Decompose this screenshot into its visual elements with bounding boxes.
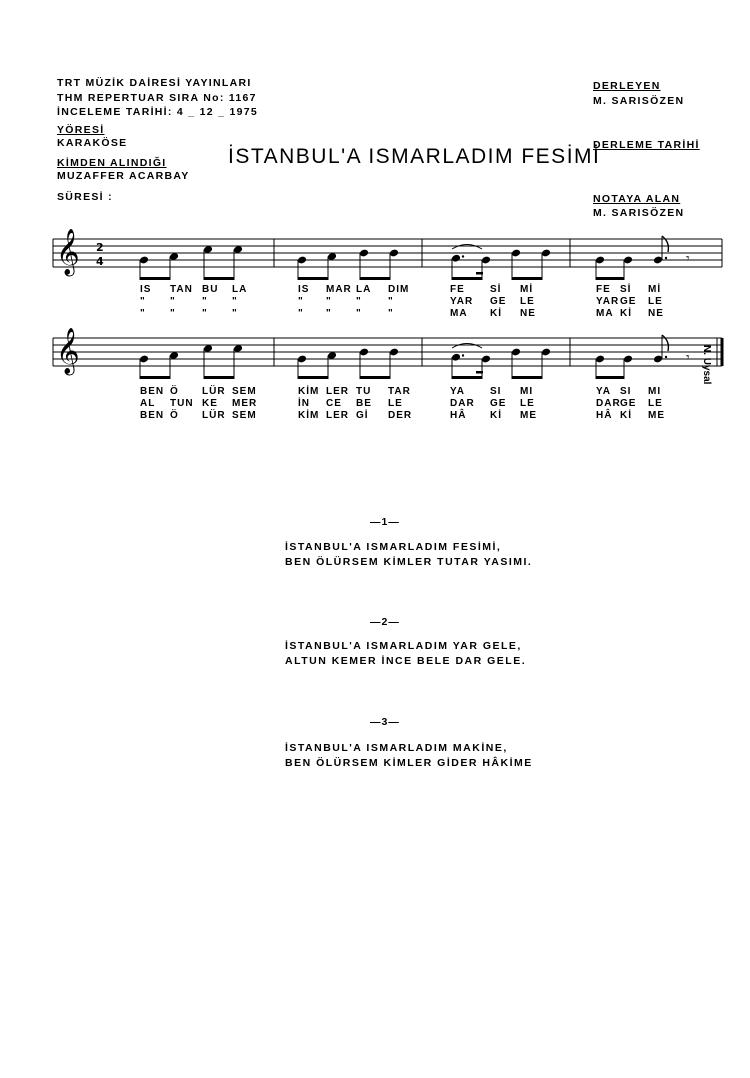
time-signature-top: 2 xyxy=(96,241,104,254)
lyric-syllable: LÜR xyxy=(202,410,226,421)
beam xyxy=(140,376,171,379)
lyric-syllable: MI xyxy=(520,386,534,397)
note-flag xyxy=(662,335,668,351)
notation-value: M. SARISÖZEN xyxy=(593,207,685,219)
beam xyxy=(476,371,483,374)
lyric-syllable: " xyxy=(388,296,394,307)
lyric-syllable: MA xyxy=(450,308,468,319)
signature: N. Uysal xyxy=(701,345,712,385)
lyric-syllable: Ö xyxy=(170,386,179,397)
source-value: MUZAFFER ACARBAY xyxy=(57,170,190,182)
lyric-syllable: GE xyxy=(490,398,507,409)
lyric-syllable: GE xyxy=(620,398,637,409)
lyric-syllable: LE xyxy=(520,296,535,307)
eighth-rest-icon: 𝄾 xyxy=(686,350,690,366)
compiler-label: DERLEYEN xyxy=(593,80,661,92)
dot xyxy=(665,257,667,259)
lyric-syllable: MAR xyxy=(326,284,352,295)
song-title: İSTANBUL'A ISMARLADIM FESİMİ xyxy=(228,145,601,168)
lyric-syllable: Kİ xyxy=(490,410,502,421)
lyric-syllable: BEN xyxy=(140,386,165,397)
lyric-syllable: " xyxy=(298,308,304,319)
treble-clef-icon: 𝄞 xyxy=(56,328,80,374)
publisher-line: TRT MÜZİK DAİRESİ YAYINLARI xyxy=(57,77,252,89)
lyric-syllable: YAR xyxy=(450,296,474,307)
verse-3-line-1: İSTANBUL'A ISMARLADIM MAKİNE, xyxy=(285,742,508,754)
lyric-syllable: " xyxy=(356,296,362,307)
lyric-syllable: Gİ xyxy=(356,410,369,421)
duration-label: SÜRESİ : xyxy=(57,191,113,203)
lyric-syllable: " xyxy=(202,308,208,319)
lyric-syllable: MER xyxy=(232,398,258,409)
beam xyxy=(596,277,625,280)
beam xyxy=(452,376,483,379)
lyric-syllable: " xyxy=(232,308,238,319)
lyric-syllable: NE xyxy=(520,308,536,319)
lyric-syllable: Sİ xyxy=(620,284,632,295)
lyric-syllable: SI xyxy=(620,386,632,397)
beam xyxy=(512,277,543,280)
lyric-syllable: LA xyxy=(356,284,372,295)
beam xyxy=(452,277,483,280)
lyric-syllable: HÂ xyxy=(596,410,613,421)
beam xyxy=(204,277,235,280)
lyric-syllable: " xyxy=(140,296,146,307)
slur xyxy=(452,245,482,250)
notation-label: NOTAYA ALAN xyxy=(593,193,681,205)
beam xyxy=(298,277,329,280)
lyric-syllable: HÂ xyxy=(450,410,467,421)
verse-3-number: —3— xyxy=(370,716,400,728)
lyric-syllable: MA xyxy=(596,308,614,319)
lyric-syllable: LER xyxy=(326,386,349,397)
beam xyxy=(298,376,329,379)
lyric-syllable: " xyxy=(356,308,362,319)
lyric-syllable: FE xyxy=(450,284,465,295)
lyric-syllable: LE xyxy=(648,296,663,307)
lyric-syllable: LE xyxy=(520,398,535,409)
region-label: YÖRESİ xyxy=(57,124,105,136)
lyric-syllable: LE xyxy=(648,398,663,409)
lyric-syllable: " xyxy=(326,296,332,307)
lyric-syllable: SEM xyxy=(232,410,257,421)
lyric-syllable: " xyxy=(140,308,146,319)
verse-2-number: —2— xyxy=(370,616,400,628)
beam xyxy=(360,277,391,280)
dot xyxy=(462,255,464,257)
compile-date-label: DERLEME TARİHİ xyxy=(593,139,700,151)
verse-2-line-2: ALTUN KEMER İNCE BELE DAR GELE. xyxy=(285,655,527,667)
lyric-syllable: TUN xyxy=(170,398,194,409)
lyric-syllable: DIM xyxy=(388,284,410,295)
lyric-syllable: MI xyxy=(648,386,662,397)
beam xyxy=(512,376,543,379)
lyric-syllable: CE xyxy=(326,398,342,409)
lyric-syllable: KE xyxy=(202,398,218,409)
lyric-syllable: IS xyxy=(298,284,310,295)
lyric-syllable: DER xyxy=(388,410,413,421)
lyric-syllable: ME xyxy=(648,410,665,421)
lyric-syllable: NE xyxy=(648,308,664,319)
lyric-syllable: SI xyxy=(490,386,502,397)
lyric-syllable: KİM xyxy=(298,386,320,397)
dot xyxy=(462,354,464,356)
lyric-syllable: TU xyxy=(356,386,372,397)
lyric-syllable: Mİ xyxy=(520,284,534,295)
lyric-syllable: GE xyxy=(490,296,507,307)
verse-1-number: —1— xyxy=(370,516,400,528)
region-value: KARAKÖSE xyxy=(57,137,128,149)
time-signature-bottom: 4 xyxy=(96,255,104,268)
dot xyxy=(665,356,667,358)
lyric-syllable: FE xyxy=(596,284,611,295)
lyric-syllable: YAR xyxy=(596,296,620,307)
verse-2-line-1: İSTANBUL'A ISMARLADIM YAR GELE, xyxy=(285,640,522,652)
source-label: KİMDEN ALINDIĞI xyxy=(57,157,167,169)
lyric-syllable: AL xyxy=(140,398,156,409)
lyric-syllable: YA xyxy=(596,386,611,397)
verse-3-line-2: BEN ÖLÜRSEM KİMLER GİDER HÂKİME xyxy=(285,757,533,769)
lyric-syllable: LE xyxy=(388,398,403,409)
lyric-syllable: " xyxy=(388,308,394,319)
lyric-syllable: Mİ xyxy=(648,284,662,295)
note-flag xyxy=(662,236,668,252)
lyric-syllable: BE xyxy=(356,398,372,409)
lyric-syllable: Sİ xyxy=(490,284,502,295)
lyric-syllable: " xyxy=(232,296,238,307)
lyric-syllable: LA xyxy=(232,284,248,295)
beam xyxy=(476,272,483,275)
lyric-syllable: SEM xyxy=(232,386,257,397)
beam xyxy=(140,277,171,280)
lyric-syllable: GE xyxy=(620,296,637,307)
lyric-syllable: " xyxy=(298,296,304,307)
repertoire-number: THM REPERTUAR SIRA No: 1167 xyxy=(57,92,257,104)
lyric-syllable: BEN xyxy=(140,410,165,421)
lyric-syllable: " xyxy=(202,296,208,307)
lyric-syllable: Kİ xyxy=(620,308,632,319)
lyric-syllable: DAR xyxy=(450,398,475,409)
treble-clef-icon: 𝄞 xyxy=(56,229,80,275)
eighth-rest-icon: 𝄾 xyxy=(686,251,690,267)
lyric-syllable: BU xyxy=(202,284,219,295)
slur xyxy=(452,344,482,349)
lyric-syllable: " xyxy=(170,308,176,319)
lyric-syllable: Kİ xyxy=(620,410,632,421)
lyric-syllable: Ö xyxy=(170,410,179,421)
lyric-syllable: IS xyxy=(140,284,152,295)
lyric-syllable: ME xyxy=(520,410,537,421)
beam xyxy=(204,376,235,379)
lyric-syllable: DAR xyxy=(596,398,621,409)
verse-1-line-2: BEN ÖLÜRSEM KİMLER TUTAR YASIMI. xyxy=(285,556,533,568)
lyric-syllable: Kİ xyxy=(490,308,502,319)
lyric-syllable: LER xyxy=(326,410,349,421)
review-date: İNCELEME TARİHİ: 4 _ 12 _ 1975 xyxy=(57,106,259,118)
lyric-syllable: TAN xyxy=(170,284,193,295)
lyric-syllable: KİM xyxy=(298,410,320,421)
beam xyxy=(360,376,391,379)
lyric-syllable: İN xyxy=(298,398,310,409)
verse-1-line-1: İSTANBUL'A ISMARLADIM FESİMİ, xyxy=(285,541,502,553)
lyric-syllable: LÜR xyxy=(202,386,226,397)
lyric-syllable: YA xyxy=(450,386,465,397)
lyric-syllable: " xyxy=(170,296,176,307)
beam xyxy=(596,376,625,379)
compiler-value: M. SARISÖZEN xyxy=(593,95,685,107)
lyric-syllable: " xyxy=(326,308,332,319)
lyric-syllable: TAR xyxy=(388,386,411,397)
